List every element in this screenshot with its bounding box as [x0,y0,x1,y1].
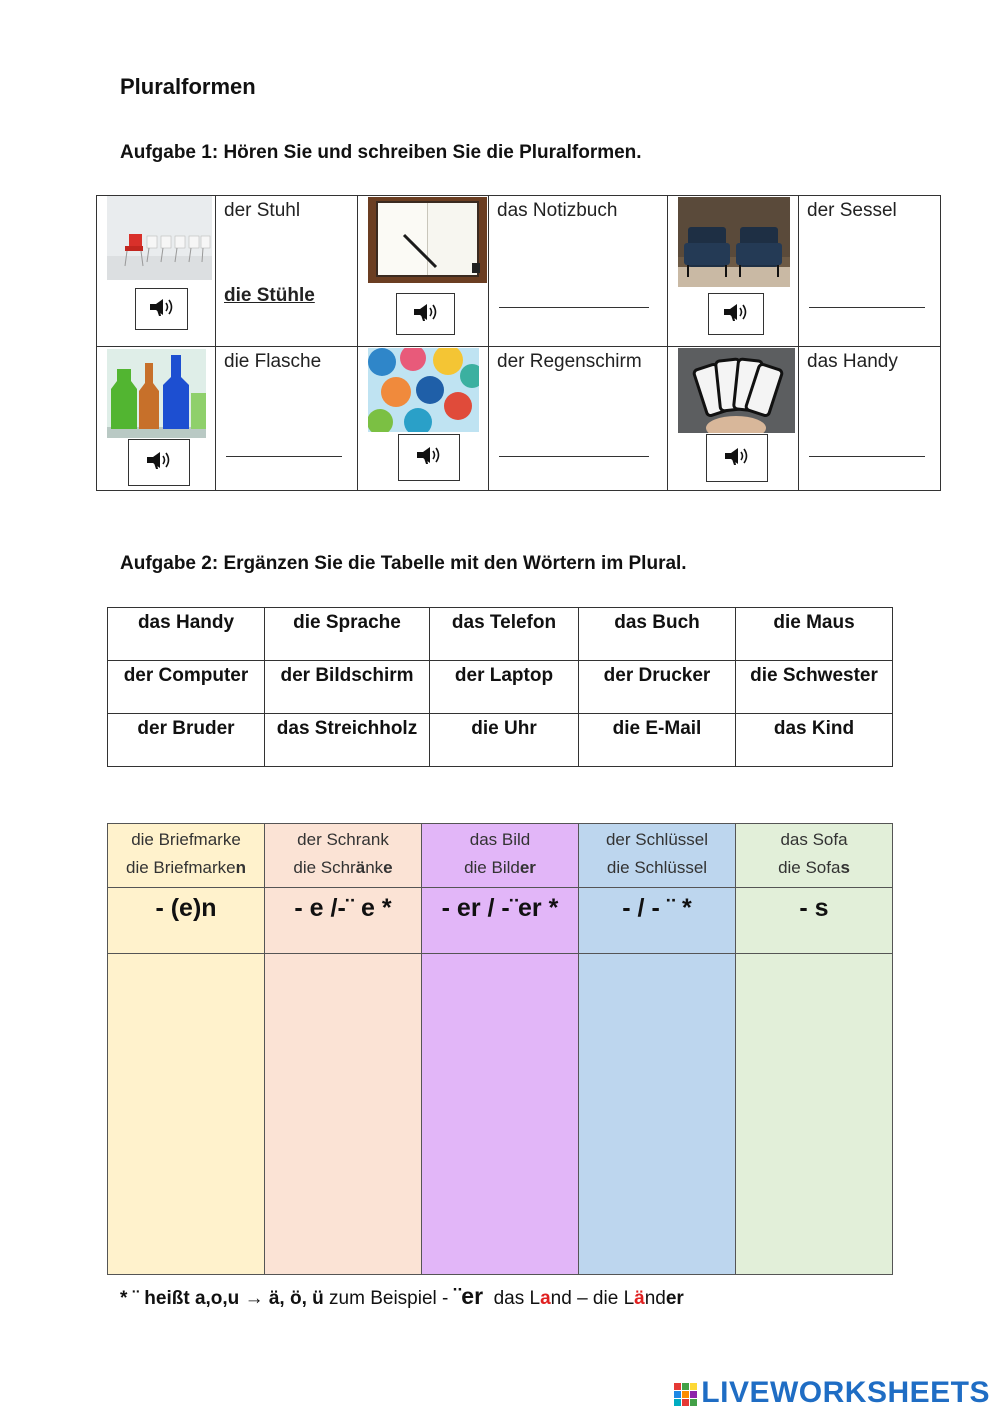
word-cell [799,196,940,347]
word-cell[interactable]: die Uhr [430,714,579,767]
play-audio-button[interactable] [708,293,764,335]
category-column-none [579,824,736,1274]
play-audio-button[interactable] [706,434,768,482]
speaker-icon [148,296,176,323]
rule-label: - e /-¨ e * [265,888,421,954]
example-singular: das Bild [469,830,531,849]
word-cell[interactable]: der Computer [108,661,265,714]
word-cell [799,347,940,490]
answer-blank[interactable] [226,456,342,457]
image-cell [358,347,489,490]
example-singular: die Briefmarke [131,830,241,849]
task1-grid [96,195,941,491]
table-row [108,714,893,767]
drop-zone[interactable] [265,954,421,1274]
example-singular: das Sofa [780,830,848,849]
speaker-icon [722,301,750,328]
example-plural: die Sofas [778,858,850,877]
image-cell [97,347,216,490]
plural-category-table [107,823,893,1275]
speaker-icon [415,444,443,471]
answer-blank[interactable] [809,307,925,308]
word-cell[interactable]: die Sprache [265,608,430,661]
category-column-er [422,824,579,1274]
task2-heading: Aufgabe 2: Ergänzen Sie die Tabelle mit den Wörtern im Plural. [120,553,687,574]
example-cell [736,824,892,888]
example-plural: die Briefmarken [126,858,246,877]
answer-blank[interactable] [499,307,649,308]
singular-word: die Flasche [224,351,322,372]
word-cell [489,196,668,347]
rule-label: - er / -¨er * [422,888,578,954]
word-cell[interactable]: die E-Mail [579,714,736,767]
speaker-icon [412,301,440,328]
image-cell [358,196,489,347]
answer-text: die Stühle [224,285,315,306]
bottles-image [107,349,206,438]
drop-zone[interactable] [108,954,264,1274]
answer-blank[interactable] [499,456,649,457]
image-cell [668,347,799,490]
word-table [107,607,893,767]
example-cell [422,824,578,888]
example-plural: die Schränke [293,858,393,877]
category-column-en [108,824,265,1274]
rule-label: - s [736,888,892,954]
speaker-icon [145,449,173,476]
phones-image [678,348,795,433]
word-cell[interactable]: der Laptop [430,661,579,714]
umbrellas-image [368,348,479,432]
page-title: Pluralformen [120,74,256,99]
drop-zone[interactable] [422,954,578,1274]
category-column-e [265,824,422,1274]
example-cell [108,824,264,888]
task1-heading: Aufgabe 1: Hören Sie und schreiben Sie die Pluralformen. [120,142,642,163]
speaker-icon [723,445,751,472]
image-cell [668,196,799,347]
singular-word: der Sessel [807,200,897,221]
word-cell[interactable]: das Handy [108,608,265,661]
word-cell[interactable]: das Buch [579,608,736,661]
notebook-image [368,197,487,283]
armchairs-image [678,197,790,287]
category-column-s [736,824,892,1274]
word-cell[interactable]: das Telefon [430,608,579,661]
table-row [108,661,893,714]
image-cell [97,196,216,347]
example-cell [265,824,421,888]
drop-zone[interactable] [736,954,892,1274]
word-cell [216,347,358,490]
word-cell[interactable]: die Schwester [736,661,893,714]
drop-zone[interactable] [579,954,735,1274]
singular-word: das Handy [807,351,898,372]
example-singular: der Schlüssel [605,830,709,849]
table-row [108,608,893,661]
rule-label: - (e)n [108,888,264,954]
brand-name: LIVEWORKSHEETS [701,1376,990,1409]
word-cell[interactable]: der Drucker [579,661,736,714]
footnote: * ¨ heißt a,o,u → ä, ö, ü zum Beispiel - ¨er das Land – die Länder [120,1283,684,1309]
liveworksheets-logo [674,1376,990,1410]
word-cell[interactable]: der Bildschirm [265,661,430,714]
answer-blank[interactable] [809,456,925,457]
chairs-image [107,196,212,280]
play-audio-button[interactable] [396,293,455,335]
play-audio-button[interactable] [398,434,460,481]
singular-word: der Regenschirm [497,351,642,372]
example-plural: die Schlüssel [606,858,708,877]
singular-word: das Notizbuch [497,200,618,221]
word-cell[interactable]: der Bruder [108,714,265,767]
example-singular: der Schrank [297,830,389,849]
word-cell [489,347,668,490]
word-cell[interactable]: das Streichholz [265,714,430,767]
liveworksheets-logo-icon [674,1381,698,1405]
example-plural: die Bilder [464,858,536,877]
play-audio-button[interactable] [135,288,188,330]
play-audio-button[interactable] [128,439,190,486]
word-cell [216,196,358,347]
singular-word: der Stuhl [224,200,301,221]
word-cell[interactable]: die Maus [736,608,893,661]
word-cell[interactable]: das Kind [736,714,893,767]
rule-label: - / - ¨ * [579,888,735,954]
example-cell [579,824,735,888]
